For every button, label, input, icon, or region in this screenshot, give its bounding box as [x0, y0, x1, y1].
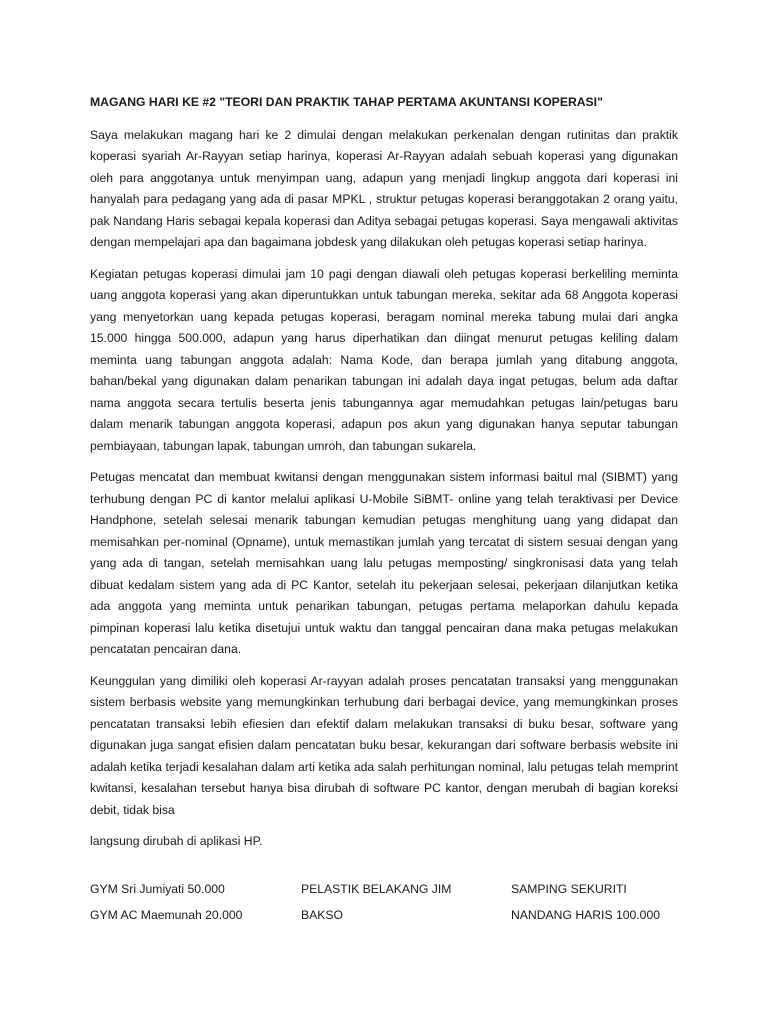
notes-row — [90, 902, 678, 928]
paragraph-activities: Kegiatan petugas koperasi dimulai jam 10 pagi dengan diawali oleh petugas koperasi berkeliling meminta uang anggota koperasi yang akan diperuntukkan untuk tabungan mereka, sekitar ada 68 Anggota koperasi yang menyetorkan uang kepada petugas koperasi, beragam nominal mereka tabung mulai dari angka 15.000 hingga 500.000, adapun yang harus diperhatikan dan diingat menurut petugas keliling dalam meminta uang tabungan anggota adalah: Nama Kode, dan berapa jumlah yang ditabung anggota, bahan/bekal yang digunakan dalam penarikan tabungan ini adalah daya ingat petugas, belum ada daftar nama anggota secara tertulis beserta jenis tabungannya agar memudahkan petugas lain/petugas baru dalam menarik tabungan anggota koperasi, adapun pos akun yang digunakan hanya seputar tabungan pembiayaan, tabungan lapak, tabungan umroh, dan tabungan sukarela. — [90, 266, 678, 453]
document-title: MAGANG HARI KE #2 "TEORI DAN PRAKTIK TAHAP PERTAMA AKUNTANSI KOPERASI" — [90, 95, 603, 109]
closing-line: langsung dirubah di aplikasi HP. — [90, 834, 263, 848]
notes-cell: BAKSO — [301, 908, 343, 922]
notes-cell: PELASTIK BELAKANG JIM — [301, 882, 452, 896]
paragraph-advantages: Keunggulan yang dimiliki oleh koperasi Ar-rayyan adalah proses pencatatan transaksi yang menggunakan sistem berbasis website yang memungkinkan terhubung dari berbagai device, yang memungkinkan proses pencatatan transaksi lebih efiesien dan efektif dalam melakukan transaksi di buku besar, software yang digunakan juga sangat efisien dalam pencatatan buku besar, kekurangan dari software berbasis website ini adalah ketika terjadi kesalahan dalam arti ketika ada salah perhitungan nominal, lalu petugas telah memprint kwitansi, kesalahan tersebut hanya bisa dirubah di software PC kantor, dengan merubah di bagian koreksi debit, tidak bisa — [90, 673, 678, 817]
document-page — [90, 92, 678, 922]
paragraph-recording: Petugas mencatat dan membuat kwitansi dengan menggunakan sistem informasi baitul mal (SIBMT) yang terhubung dengan PC di kantor melalui aplikasi U-Mobile SiBMT- online yang telah teraktivasi per Device Handphone, setelah selesai menarik tabungan kemudian petugas menghitung uang yang didapat dan memisahkan per-nominal (Opname), untuk memastikan jumlah yang tercatat di sistem sesuai dengan yang yang ada di tangan, setelah memisahkan uang lalu petugas memposting/ singkronisasi data yang telah dibuat kedalam sistem yang ada di PC Kantor, setelah itu pekerjaan selesai, pekerjaan dilanjutkan ketika ada anggota yang meminta untuk penarikan tabungan, petugas pertama melaporkan dahulu kepada pimpinan koperasi lalu ketika disetujui untuk waktu dan tanggal pencairan dana maka petugas melakukan pencatatan pencairan dana. — [90, 470, 678, 656]
paragraph-intro: Saya melakukan magang hari ke 2 dimulai dengan melakukan perkenalan dengan rutinitas dan praktik koperasi syariah Ar-Rayyan setiap harinya, koperasi Ar-Rayyan adalah sebuah koperasi yang digunakan oleh para anggotanya untuk menyimpan uang, adapun yang menjadi lingkup anggota dari koperasi ini hanyalah para pedagang yang ada di pasar MPKL , struktur petugas koperasi beranggotakan 2 orang yaitu, pak Nandang Haris sebagai kepala koperasi dan Aditya sebagai petugas koperasi. Saya mengawali aktivitas dengan mempelajari apa dan bagaimana jobdesk yang dilakukan oleh petugas koperasi setiap harinya. — [90, 127, 678, 249]
notes-table — [90, 876, 678, 928]
notes-cell: NANDANG HARIS 100.000 — [511, 908, 661, 922]
notes-cell: SAMPING SEKURITI — [511, 882, 627, 896]
notes-row — [90, 876, 678, 902]
notes-cell: GYM Sri Jumiyati 50.000 — [90, 882, 225, 896]
notes-cell: GYM AC Maemunah 20.000 — [90, 908, 243, 922]
